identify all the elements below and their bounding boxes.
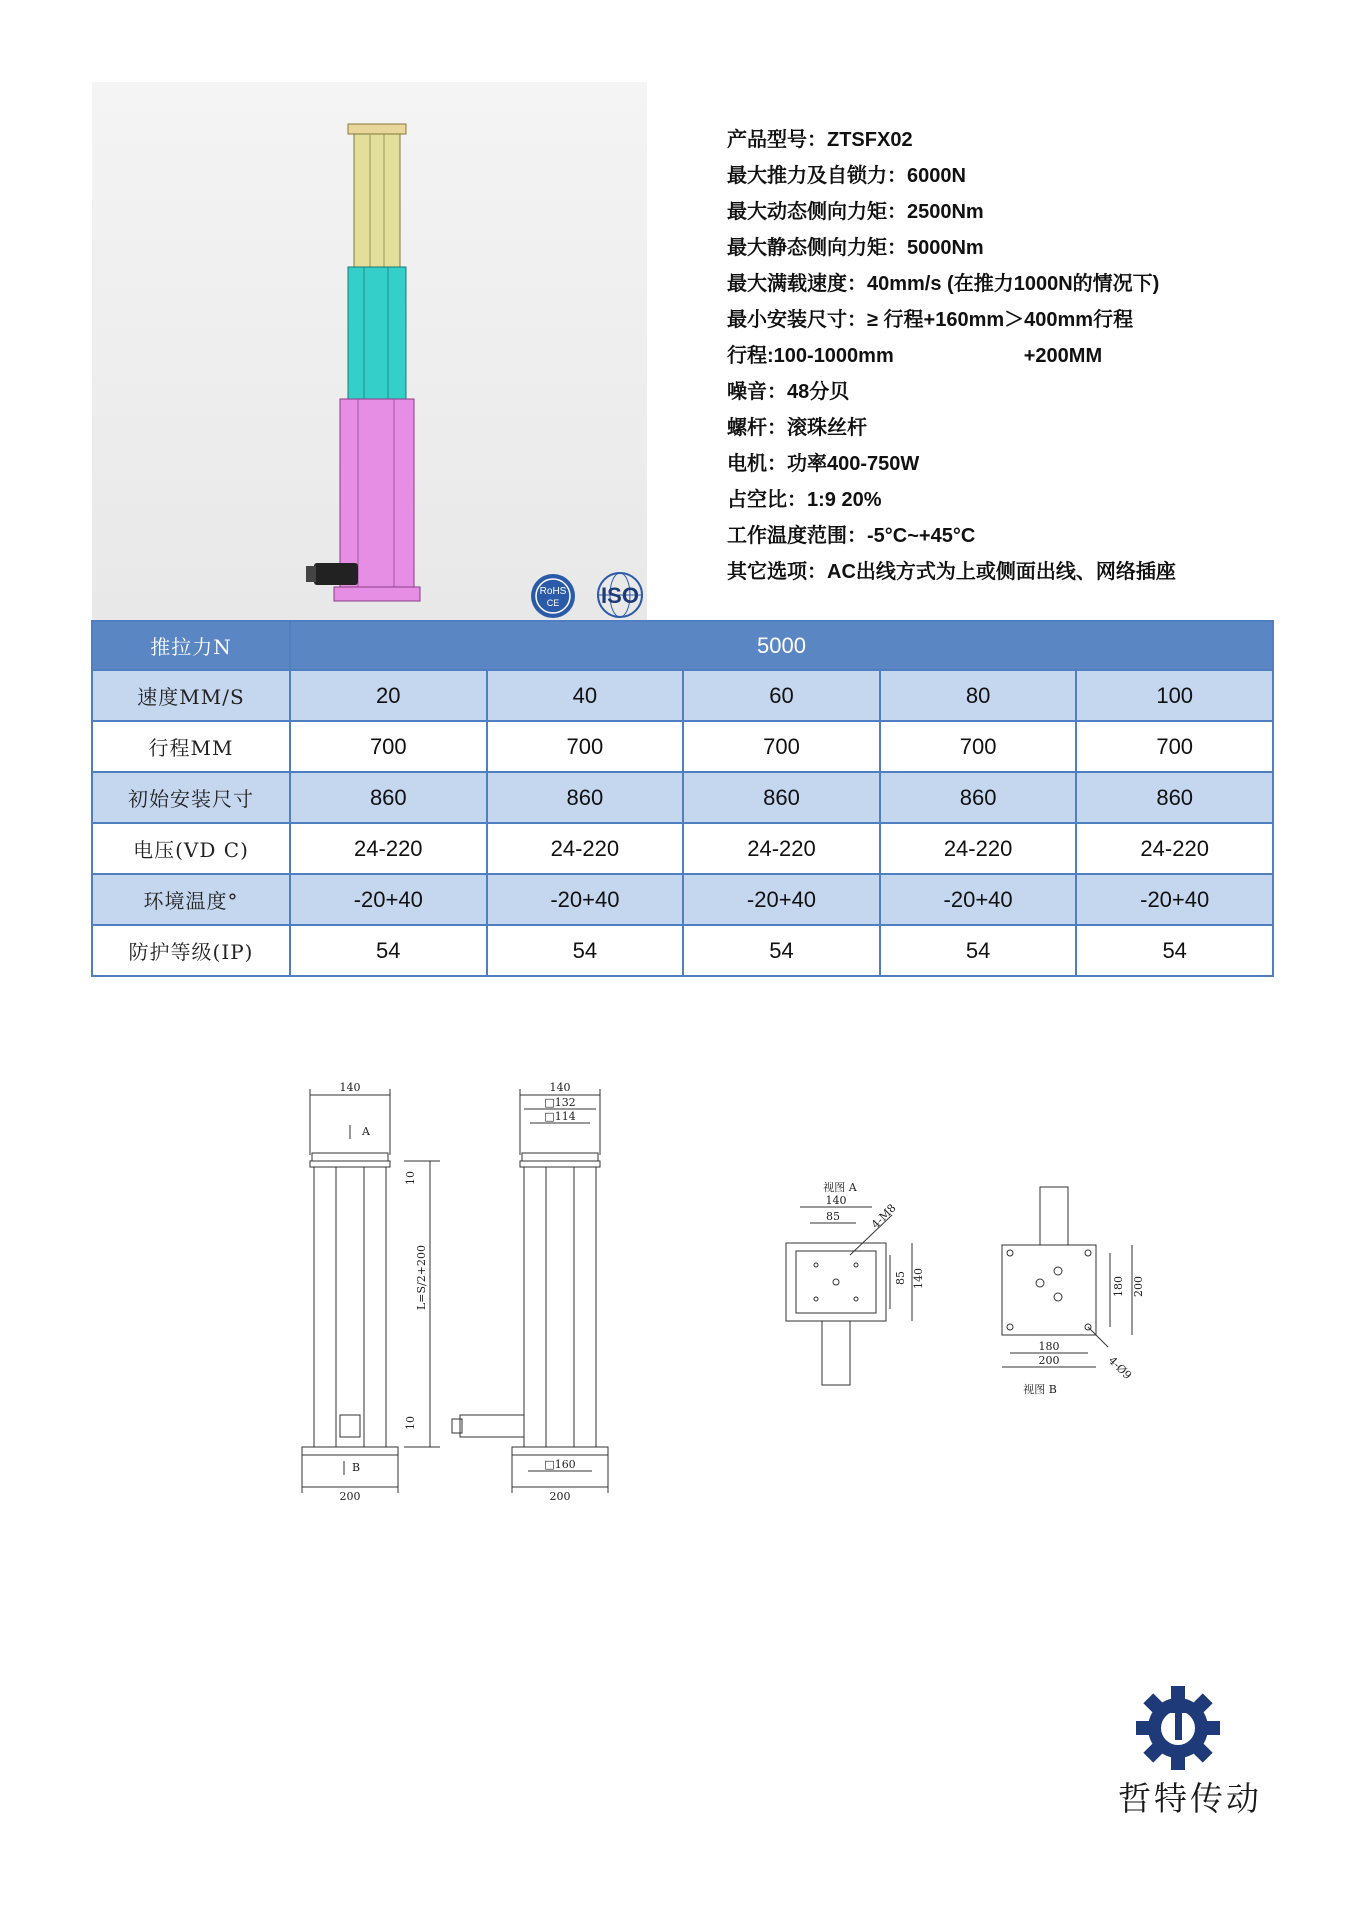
svg-text:视图 B: 视图 B [1023,1383,1057,1396]
cell: 24-220 [683,823,880,874]
product-render [92,82,647,627]
cell: 860 [487,772,684,823]
cell: 60 [683,670,880,721]
svg-text:140: 140 [549,1081,571,1094]
svg-text:85: 85 [826,1210,840,1223]
table-row [92,925,1273,976]
table-row [92,772,1273,823]
spec-screw: 螺杆：滚珠丝杆 [727,417,867,439]
spec-dynamic-moment: 最大动态侧向力矩：2500Nm [727,201,984,223]
svg-text:200: 200 [549,1490,571,1503]
cell: 24-220 [290,823,487,874]
svg-text:□114: □114 [544,1110,576,1123]
cell: 860 [1076,772,1273,823]
spec-noise: 噪音：48分贝 [727,381,850,403]
cell: 24-220 [1076,823,1273,874]
spec-motor: 电机：功率400-750W [727,453,920,475]
view-b-drawing [1002,1187,1145,1396]
svg-text:10: 10 [404,1416,417,1430]
cell: 700 [683,721,880,772]
cell: 54 [880,925,1077,976]
svg-text:B: B [352,1461,361,1474]
spec-duty-cycle: 占空比：1:9 20% [727,489,882,511]
cell: 700 [1076,721,1273,772]
svg-text:CE: CE [546,598,560,608]
cell: 24-220 [487,823,684,874]
cell: -20+40 [487,874,684,925]
svg-text:200: 200 [339,1490,361,1503]
cell: 40 [487,670,684,721]
row-label: 电压(VD C) [92,823,290,874]
cell: -20+40 [880,874,1077,925]
svg-text:□132: □132 [544,1096,576,1109]
cell: 80 [880,670,1077,721]
table-row [92,721,1273,772]
cell: -20+40 [290,874,487,925]
iso-badge [590,570,650,620]
svg-text:4-Ø9: 4-Ø9 [1105,1353,1134,1383]
cell: 860 [880,772,1077,823]
svg-text:200: 200 [1038,1354,1060,1367]
row-label: 速度MM/S [92,670,290,721]
brand-name-large: 哲特传动 [1118,1779,1262,1818]
svg-text:□160: □160 [544,1458,576,1471]
side-view-drawing [452,1081,608,1503]
view-a-drawing [786,1181,925,1385]
row-label: 行程MM [92,721,290,772]
table-row [92,670,1273,721]
svg-text:140: 140 [912,1268,925,1289]
spec-temp-range: 工作温度范围：-5°C~+45°C [727,525,976,547]
cell: 100 [1076,670,1273,721]
spec-options: 其它选项：AC出线方式为上或侧面出线、网络插座 [727,561,1176,583]
svg-text:RoHS: RoHS [539,586,567,597]
technical-drawings [280,1075,1160,1535]
cell: 860 [290,772,487,823]
svg-text:ISO: ISO [601,583,639,608]
svg-text:10: 10 [404,1171,417,1185]
parameter-table [91,620,1274,977]
table-row [92,823,1273,874]
table-row [92,874,1273,925]
row-label: 防护等级(IP) [92,925,290,976]
spec-stroke-extra: +200MM [1023,345,1103,367]
rohs-ce-badge [525,572,581,620]
table-header-value: 5000 [290,621,1273,670]
spec-static-moment: 最大静态侧向力矩：5000Nm [727,237,984,259]
cell: -20+40 [683,874,880,925]
row-label: 初始安装尺寸 [92,772,290,823]
svg-text:视图 A: 视图 A [823,1181,857,1194]
cell: 54 [487,925,684,976]
cell: 54 [1076,925,1273,976]
svg-text:L=S/2+200: L=S/2+200 [415,1245,428,1310]
table-header-label: 推拉力N [92,621,290,670]
cell: 700 [880,721,1077,772]
row-label: 环境温度° [92,874,290,925]
table-header-row [92,621,1273,670]
cell: 54 [683,925,880,976]
cell: 700 [290,721,487,772]
svg-text:4-M8: 4-M8 [868,1201,899,1232]
svg-text:A: A [362,1125,370,1138]
spec-list [727,122,1287,590]
spec-stroke [727,338,1287,374]
svg-text:85: 85 [894,1271,907,1285]
svg-text:140: 140 [339,1081,361,1094]
spec-stroke-text: 行程:100-1000mm [727,345,894,367]
svg-text:200: 200 [1132,1276,1145,1297]
svg-text:140: 140 [825,1194,847,1207]
svg-text:180: 180 [1038,1340,1060,1353]
cell: 54 [290,925,487,976]
cell: 700 [487,721,684,772]
spec-max-speed: 最大满载速度：40mm/s (在推力1000N的情况下) [727,273,1160,295]
svg-text:180: 180 [1112,1276,1125,1297]
cell: 20 [290,670,487,721]
cell: 24-220 [880,823,1077,874]
spec-model: 产品型号：ZTSFX02 [727,129,913,151]
spec-min-install: 最小安装尺寸：≥ 行程+160mm＞400mm行程 [727,309,1134,331]
cell: 860 [683,772,880,823]
front-view-drawing [302,1081,440,1503]
spec-max-thrust: 最大推力及自锁力：6000N [727,165,966,187]
cell: -20+40 [1076,874,1273,925]
